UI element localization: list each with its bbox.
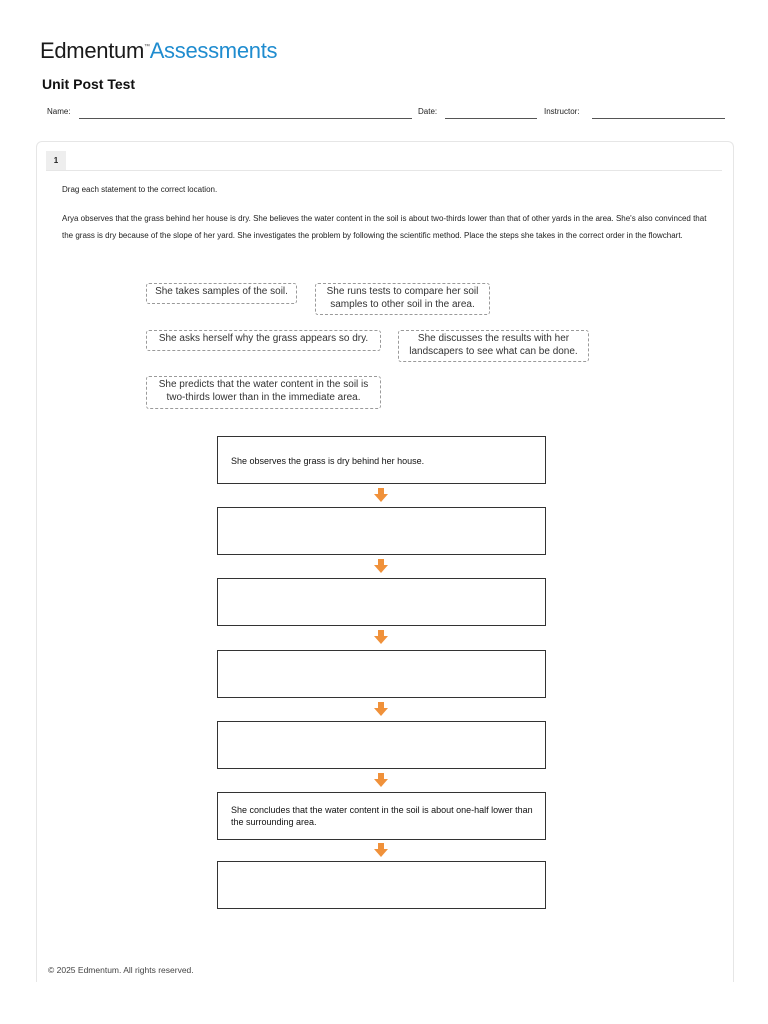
date-label: Date: — [418, 107, 438, 116]
flowchart-drop-target[interactable] — [217, 650, 546, 698]
down-arrow-icon — [373, 488, 389, 502]
flowchart-drop-target[interactable] — [217, 861, 546, 909]
copyright-notice: © 2025 Edmentum. All rights reserved. — [48, 965, 194, 975]
student-info-row — [47, 107, 727, 121]
down-arrow-icon — [373, 559, 389, 573]
logo-product: Assessments — [149, 38, 278, 63]
down-arrow-icon — [373, 843, 389, 857]
flowchart-box-text: She observes the grass is dry behind her house. — [231, 456, 425, 466]
flowchart-box — [217, 792, 546, 840]
logo-brand: Edmentum — [40, 38, 144, 63]
question-prompt: Arya observes that the grass behind her house is dry. She believes the water content in the soil is about two-thirds lower than that of other yards in the area. She's also convinced that the grass is dry because of the slope of her yard. She investigates the problem by following the scientific method. Place the steps she takes in the correct order in the flowchart. — [62, 214, 707, 240]
down-arrow-icon — [373, 702, 389, 716]
name-label: Name: — [47, 107, 71, 116]
flowchart-box — [217, 436, 546, 484]
flowchart-drop-target[interactable] — [217, 721, 546, 769]
question-number: 1 — [46, 151, 66, 170]
page-title: Unit Post Test — [42, 76, 136, 92]
draggable-statement[interactable]: She takes samples of the soil. — [146, 283, 297, 304]
trademark-symbol: ™ — [143, 44, 150, 50]
edmentum-assessments-logo — [40, 38, 277, 64]
question-instruction: Drag each statement to the correct location. — [62, 185, 218, 194]
instructor-label: Instructor: — [544, 107, 580, 116]
question-divider — [46, 170, 722, 171]
name-line — [79, 118, 412, 119]
draggable-statement[interactable]: She discusses the results with her landscapers to see what can be done. — [398, 330, 589, 362]
flowchart-box-text: She concludes that the water content in the soil is about one-half lower than the surrounding area. — [231, 805, 533, 827]
down-arrow-icon — [373, 773, 389, 787]
down-arrow-icon — [373, 630, 389, 644]
flowchart-drop-target[interactable] — [217, 507, 546, 555]
date-line — [445, 118, 537, 119]
draggable-statement[interactable]: She predicts that the water content in the soil is two-thirds lower than in the immediate area. — [146, 376, 381, 409]
instructor-line — [592, 118, 725, 119]
draggable-statement[interactable]: She runs tests to compare her soil samples to other soil in the area. — [315, 283, 490, 315]
draggable-statement[interactable]: She asks herself why the grass appears so dry. — [146, 330, 381, 351]
flowchart-drop-target[interactable] — [217, 578, 546, 626]
